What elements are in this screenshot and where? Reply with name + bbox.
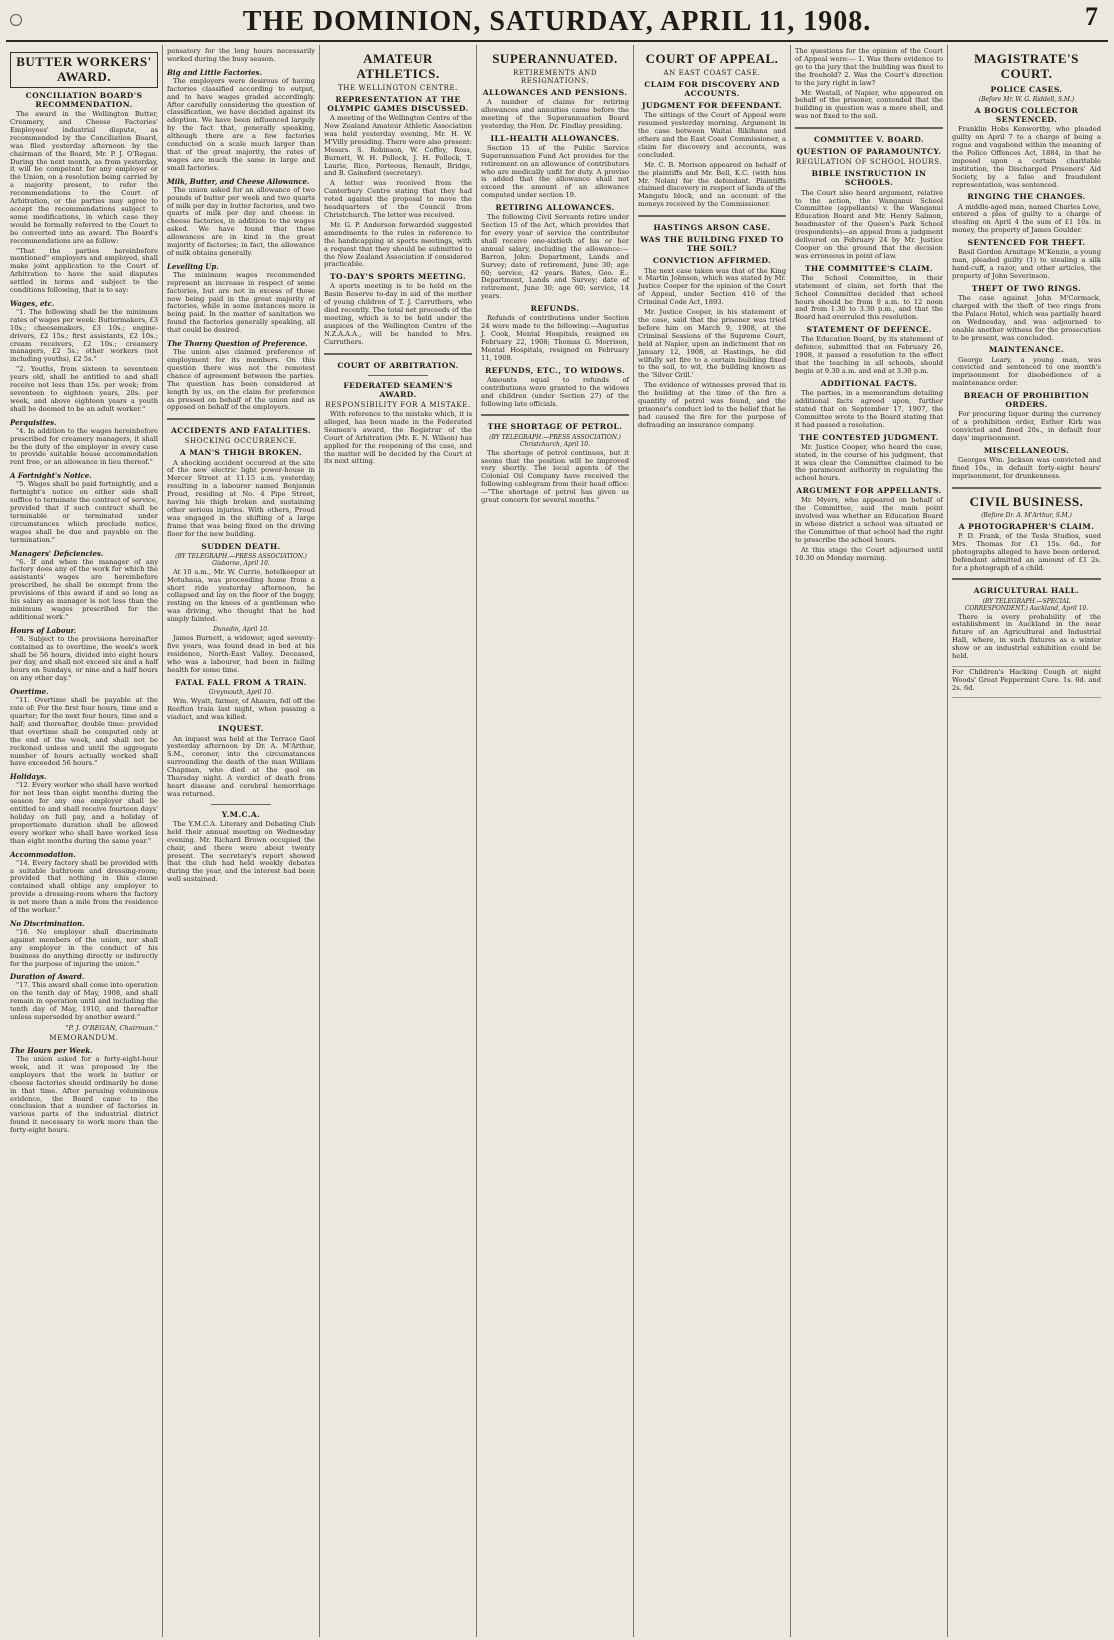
article-text: The Court also heard argument, relative to the action, the Wanganui School Committee (appellants) v. the Wanganui Education Board and Mr. Henry Salmon, headmaster of the Queen's Park School (respondents)—an appeal from a judgment delivered on February 24 by Mr. Justice Cooper on the ground that the decision was erroneous in point of law. <box>795 188 943 260</box>
committee-claim-heading: THE COMMITTEE'S CLAIM. <box>804 263 933 273</box>
committee-heading: COMMITTEE V. BOARD. <box>813 135 925 145</box>
divider <box>368 375 427 376</box>
article-text: Wm. Wyatt, farmer, of Ahaura, fell off the Reefton train last night, when passing a viaduct, and was killed. <box>167 696 315 721</box>
facts-heading: ADDITIONAL FACTS. <box>820 378 918 388</box>
argument-heading: ARGUMENT FOR APPELLANTS. <box>796 486 942 496</box>
article-text: The sittings of the Court of Appeal were resumed yesterday morning. Argument in the case between Waitai Rikihana and others and the East Coast Commissioner, a claim for discovery and accounts, was concluded. <box>638 111 786 159</box>
article-text: The following Civil Servants retire under Section 15 of the Act, which provides that for every year of service the contributor shall receive one-sixtieth of his or her annual salary, including the allowance:—Barron, John: Department, Lands and Survey; date of retirement, June 30; age 60; service, 42 years. Bates, Geo. E.: Department, Lands and Survey; date of retirement, June 30; age 60; service, 14 years. <box>481 213 629 301</box>
olympic-heading: REPRESENTATION AT THE OLYMPIC GAMES DISCUSSED. <box>327 94 469 113</box>
article-text: Mr. Justice Cooper, in his statement of the case, said that the prisoner was tried before him on March 9, 1908, at the Criminal Sessions of the Supreme Court, held at Napier, upon an indictment that on January 12, 1908, at Hastings, he did wilfully set fire to a certain building fixed to the soil, to wit, the building known as the 'Silver Grill.' <box>638 308 786 380</box>
article-text: "12. Every worker who shall have worked for not less than eight months during the season for any one employer shall be entitled to and shall receive fourteen days' holiday on full pay, and a holiday of proportionate duration shall be allowed every worker who shall have worked less than eight months during the same year." <box>10 781 158 845</box>
article-text: pensatory for the long hours necessarily worked during the busy season. <box>167 47 315 63</box>
article-text: The next case taken was that of the King v. Martin Johnson, which was stated by Mr. Justice Cooper for the opinion of the Court of Appeal, under Section 416 of the Criminal Code Act, 1893. <box>638 266 786 307</box>
column-3 <box>320 45 477 1637</box>
superannuated-heading: SUPERANNUATED. <box>492 51 618 66</box>
article-text: "11. Overtime shall be payable at the rate of: For the first four hours, time and a quarter; for the next four hours, time and a half; and thereafter, double time: provided that overtime shall be computed only at the end of the week, and shall not be reckoned unless and until the aggregate number of hours actually worked shall have exceeded 56 hours." <box>10 696 158 768</box>
article-text: Mr. Myers, who appeared on behalf of the Committee, said the main point involved was whether an Education Board in whose district a school was situated or the Committee of that school had the right to prescribe the school hours. <box>795 496 943 544</box>
article-text: The School Committee, in their statement of claim, set forth that the School Committee decided that school hours should be from 9 a.m. to 12 noon and from 1.30 to 3.30 p.m., and that the Board had overruled this resolution. <box>795 273 943 322</box>
contested-heading: THE CONTESTED JUDGMENT. <box>799 432 939 442</box>
article-text: The case against John M'Cormack, charged with the theft of two rings from the Palace Hotel, which was partially heard on Wednesday, and was adjourned to enable another witness for the prosecution to be present, was concluded. <box>952 294 1101 342</box>
theft-heading: SENTENCED FOR THEFT. <box>967 238 1086 248</box>
column-1 <box>6 45 163 1637</box>
thigh-heading: A MAN'S THIGH BROKEN. <box>179 448 303 458</box>
divider <box>324 353 472 355</box>
changes-heading: RINGING THE CHANGES. <box>967 192 1086 202</box>
maintenance-heading: MAINTENANCE. <box>988 345 1065 355</box>
article-text: A middle-aged man, named Charles Love, entered a plea of guilty to a charge of stealing on April 4 the sum of £1 10s. in money, the property of James Goulder. <box>952 202 1101 235</box>
dateline: Greymouth, April 10. <box>208 688 274 696</box>
seamen-subheading: RESPONSIBILITY FOR A MISTAKE. <box>325 401 471 409</box>
column-6 <box>791 45 948 1637</box>
article-text: The parties, in a memorandum detailing additional facts agreed upon, further stated that on September 17, 1907, the Committee wrote to the Board stating that it had passed a resolution. <box>795 389 943 429</box>
bogus-collector-heading: A BOGUS COLLECTOR SENTENCED. <box>974 105 1079 125</box>
advertisement <box>952 666 1101 698</box>
section-title: Milk, Butter, and Cheese Allowance. <box>167 176 310 186</box>
photographer-heading: A PHOTOGRAPHER'S CLAIM. <box>958 521 1095 531</box>
dateline: (BY TELEGRAPH.—PRESS ASSOCIATION.) Christchurch, April 10. <box>489 433 621 448</box>
article-text: "6. If and when the manager of any factory does any of the work for which the assistants' wages are hereinbefore prescribed, he shall be exempt from the provisions of this award if and so long as his salary as manager is not less than the minimum wages prescribed for the additional work." <box>10 557 158 621</box>
section-title: The Hours per Week. <box>10 1046 93 1055</box>
hastings-heading: HASTINGS ARSON CASE. <box>653 223 771 233</box>
section-title: The Thorny Question of Preference. <box>167 339 308 349</box>
article-text: For procuring liquor during the currency of a prohibition order, Esther Kirk was convicted and fined 20s., in default four days' imprisonment. <box>952 410 1101 443</box>
divider <box>167 418 315 420</box>
article-text: The minimum wages recommended represent an increase in respect of some factories, but are not in excess of those now being paid in the great majority of factories, while in some instances more is being paid. In the matter of sanitation we found the factories generally speaking, all that could be desired. <box>167 270 315 335</box>
article-text: Franklin Hobs Kenworthy, who pleaded guilty on April 7 to a charge of being a rogue and vagabond within the meaning of the Police Offences Act, 1884, in that he imposed upon a certain charitable institution, the Discharged Prisoners' Aid Society, by a false and fraudulent representation, was sentenced. <box>952 125 1101 189</box>
police-cases-heading: POLICE CASES. <box>990 84 1063 94</box>
divider <box>211 804 270 805</box>
section-title: Levelling Up. <box>167 261 219 271</box>
article-text: "8. Subject to the provisions hereinafter contained as to overtime, the week's work shall be 56 hours, divided into eight hours per day, and shall not exceed six and a half hours on Sundays, or nine and a half hours on any other day." <box>10 634 158 683</box>
retiring-heading: RETIRING ALLOWANCES. <box>495 203 615 213</box>
magistrates-court-heading: MAGISTRATE'S COURT. <box>974 51 1079 81</box>
regulation-subheading: REGULATION OF SCHOOL HOURS. <box>795 158 943 167</box>
east-coast-subheading: AN EAST COAST CASE. <box>663 68 761 77</box>
widows-heading: REFUNDS, ETC., TO WIDOWS. <box>485 365 625 375</box>
article-text: The evidence of witnesses proved that in the building at the time of the fire a quantity of petrol was found, and the prisoner's conduct led to the belief that he had caused the fire for the purpose of defrauding an insurance company. <box>638 381 786 429</box>
accidents-subheading: SHOCKING OCCURRENCE. <box>184 437 298 446</box>
section-title: Perquisites. <box>10 417 57 427</box>
before-line: (Before Mr. W. G. Riddell, S.M.) <box>978 95 1075 103</box>
before-line: (Before Dr. A. M'Arthur, S.M.) <box>981 511 1072 519</box>
article-text: "That the parties hereinbefore mentioned" employers and employed, shall make joint application to the Court of Arbitration to have the said disputes settled in terms and subject to the conditions following, that is to say: <box>10 246 158 295</box>
article-text: P. D. Frank, of the Tesla Studios, sued Mrs. Thomas for £1 15s. 6d., for photographs alleged to have been ordered. Defendant admitted an amount of £1 2s. for a photograph of a child. <box>952 531 1101 572</box>
article-text: Mr. C. B. Morison appeared on behalf of the plaintiffs and Mr. Bell, K.C. (with him Mr. Nolan) for the defendant. Plaintiffs claimed discovery in respect of lands of the Mangatu block, and an account of the moneys received by the Commissioner. <box>638 160 786 209</box>
petrol-heading: THE SHORTAGE OF PETROL. <box>487 422 623 432</box>
article-text: The shortage of petrol continues, but it seems that the position will be improved very shortly. The local agents of the Colonial Oil Company have received the following cablegram from their head office:—"The shortage of petrol has given us great concern for several months." <box>481 448 629 505</box>
accidents-heading: ACCIDENTS AND FATALITIES. <box>171 426 311 436</box>
article-text: "5. Wages shall be paid fortnightly, and a fortnight's notice on either side shall suffice to terminate the contract of service, provided that if such contract shall be terminable or terminated under circumstances which preclude notice, wages shall be due and payable on the termination." <box>10 480 158 544</box>
masthead-title: THE DOMINION, SATURDAY, APRIL 11, 1908. <box>242 6 872 37</box>
article-text: Georges Wm. Jackson was convicted and fined 10s., in default forty-eight hours' imprisonment, for drunkenness. <box>952 456 1101 480</box>
dateline: (BY TELEGRAPH.—SPECIAL CORRESPONDENT.) Auckland, April 10. <box>964 597 1089 612</box>
divider <box>638 215 786 217</box>
article-text: The union asked for an allowance of two pounds of butter per week and two quarts of milk per day in butter factories, and two quarts of milk per day and cheese in cheese factories, in addition to the wages asked. We have found that these allowances are in kind in the great majority of factories; in fact, the allowance of milk obtains generally. <box>167 185 315 257</box>
section-title: Accommodation. <box>10 849 76 859</box>
page-number: 7 <box>1085 2 1098 31</box>
article-text: The award in the Wellington Butter, Creamery, and Cheese Factories' Employees' industrial dispute, as recommended by the Conciliation Board, was filed yesterday afternoon by the chairman of the Board, Mr. P. J. O'Regan. During the next month, as from yesterday, it will be competent for any employer or the Union, on a resolution being carried by a majority present, to refer the recommendations to the Court of Arbitration, or the parties may agree to accept the recommendations subject to some modifications, in which case they would be formally referred to the Court to be converted into an award. The Board's recommendations are as follow: <box>10 110 158 245</box>
section-title: Duration of Award. <box>10 972 85 982</box>
columns <box>6 45 1108 1637</box>
allowances-heading: ALLOWANCES AND PENSIONS. <box>482 87 628 97</box>
article-text: A meeting of the Wellington Centre of the New Zealand Amateur Athletic Association was held yesterday evening, Mr. H. W. M'Villy presiding. There were also present: Messrs. S. Robinson, W. Coffey, Ross, Burnett, W. H. Pollock, J. H. Pollock, T. Laurie, Rice, Porteous, Renault, Bridge, and B. Gainsford (secretary). <box>324 114 472 178</box>
article-text: A sports meeting is to be held on the Basin Reserve to-day in aid of the mother of young children of T. J. Carruthers, who died recently. The total net proceeds of the meeting, which is to be held under the auspices of the Wellington Centre of the N.Z.A.A.A., will be handed to Mrs. Carruthers. <box>324 282 472 346</box>
superannuated-subheading: RETIREMENTS AND RESIGNATIONS. <box>512 68 598 85</box>
section-title: Hours of Labour. <box>10 625 77 635</box>
article-text: At 10 a.m., Mr. W. Currie, hotelkeeper at Motuhaua, was proceeding home from a short ride yesterday afternoon, he collapsed and lay on the floor of the buggy, resting on the knees of a gentleman who was driving, who thought that he had simply fainted. <box>167 567 315 624</box>
divider <box>481 414 629 416</box>
ill-health-heading: ILL-HEALTH ALLOWANCES. <box>490 133 620 143</box>
article-text: A shocking accident occurred at the site of the new electric light power-house in Mercer Street at 11.15 a.m. yesterday, resulting in a labourer named Benjamin Proud, residing at No. 4 Pipe Street, having his thigh broken and sustaining other serious injuries. With others, Proud was engaged in the shifting of a large frame that was being fixed on the driving floor for the new building. <box>167 458 315 538</box>
divider <box>795 127 943 129</box>
sports-meeting-heading: TO-DAY'S SPORTS MEETING. <box>329 272 467 282</box>
article-text: "4. In addition to the wages hereinbefore prescribed for creamery managers, it shall be the duty of the employer in every case to provide suitable house accommodation rent free, or an allowance in lieu thereof." <box>10 426 158 467</box>
article-text: "17. This award shall come into operation on the tenth day of May, 1908, and shall remain in operation until and including the tenth day of May, 1910, and thereafter unless superseded by another award." <box>10 981 158 1022</box>
defence-heading: STATEMENT OF DEFENCE. <box>806 325 932 335</box>
arbitration-heading: COURT OF ARBITRATION. <box>337 360 459 370</box>
masthead <box>6 0 1108 42</box>
advertisement-text: For Children's Hacking Cough at night Woods' Great Peppermint Cure. 1s. 6d. and 2s. 6d. <box>952 668 1101 692</box>
section-title: Managers' Deficiencies. <box>10 548 104 558</box>
train-heading: FATAL FALL FROM A TRAIN. <box>175 677 307 687</box>
article-text: Section 15 of the Public Service Superannuation Fund Act provides for the retirement on an allowance of contributors who are medically unfit for duty. A proviso is added that the allowance shall not exceed the amount of an allowance computed under section 19. <box>481 143 629 200</box>
article-text: An inquest was held at the Terrace Gaol yesterday afternoon by Dr. A. M'Arthur, S.M., coroner, into the circumstances surrounding the death of the man William Chapman, who died at the gaol on Thursday night. A verdict of death from heart disease and cerebral hemorrhage was returned. <box>167 734 315 798</box>
bible-heading: BIBLE INSTRUCTION IN SCHOOLS. <box>811 169 927 188</box>
signature: "P. J. O'REGAN, Chairman." <box>65 1024 158 1032</box>
divider <box>952 578 1101 580</box>
column-4 <box>477 45 634 1637</box>
article-text: Mr. Westall, of Napier, who appeared on behalf of the prisoner, contended that the building in question was a mere shell, and was not fixed to the soil. <box>795 88 943 121</box>
memorandum-heading: MEMORANDUM. <box>49 1034 119 1042</box>
section-title: No Discrimination. <box>10 918 85 928</box>
article-text: The Education Board, by its statement of defence, submitted that on February 26, 1908, it passed a resolution to the effect that the teaching in all schools, should begin at 9.30 a.m. and end at 3.30 p.m. <box>795 335 943 376</box>
article-text: "2. Youths, from sixteen to seventeen years old, shall be entitled to and shall receive not less than 15s. per week; from seventeen to eighteen years, 20s. per week, and above eighteen years a youth shall be deemed to be an adult worker." <box>10 365 158 413</box>
article-text: The Y.M.C.A. Literary and Debating Club held their annual meeting on Wednesday evening. Mr. Richard Brown occupied the chair, and there were about twenty present. The secretary's report showed that the club had held weekly debates during the year, and the interest had been well sustained. <box>167 819 315 884</box>
column-2 <box>163 45 320 1637</box>
article-text: A letter was received from the Canterbury Centre stating that they had voted against the proposal to move the headquarters of the Council from Christchurch. The letter was received. <box>324 179 472 219</box>
article-text: "16. No employer shall discriminate against members of the union, nor shall any employer in the conduct of his business do anything directly or indirectly for the purpose of injuring the union." <box>10 927 158 968</box>
conviction-heading: CONVICTION AFFIRMED. <box>652 256 772 266</box>
rings-heading: THEFT OF TWO RINGS. <box>971 283 1082 293</box>
article-text: Mr. G. P. Anderson forwarded suggested amendments to the rules in reference to the handicapping at sports meetings, with a request that they should be submitted to the New Zealand Association if considered practicable. <box>324 220 472 269</box>
paramountcy-heading: QUESTION OF PARAMOUNTCY. <box>796 147 942 157</box>
civil-business-heading: CIVIL BUSINESS. <box>969 493 1084 509</box>
article-text: Amounts equal to refunds of contributions were granted to the widows and children (under Section 27) of the following late officials. <box>481 375 629 408</box>
article-text: The union asked for a forty-eight-hour week, and it was proposed by the employers that the work in butter or cheese factories should ordinarily be done in that time. After perusing voluminous evidence, the Board came to the conclusion that a number of factories in various parts of the industrial district found it necessary to work more than the forty-eight hours. <box>10 1055 158 1135</box>
sudden-death-heading: SUDDEN DEATH. <box>201 541 281 551</box>
conciliation-subheading: CONCILIATION BOARD'S RECOMMENDATION. <box>25 90 143 109</box>
athletics-subheading: THE WELLINGTON CENTRE. <box>337 83 458 92</box>
article-text: James Burnett, a widower, aged seventy-five years, was found dead in bed at his residence, North-East Valley. Deceased, who was a labourer, had been in failing health for some time. <box>167 634 315 674</box>
article-text: At this stage the Court adjourned until 10.30 on Monday morning. <box>795 545 943 562</box>
dateline: Dunedin, April 10. <box>213 626 269 634</box>
divider <box>952 487 1101 489</box>
claim-heading: CLAIM FOR DISCOVERY AND ACCOUNTS. <box>644 79 780 99</box>
judgment-heading: JUDGMENT FOR DEFENDANT. <box>641 101 783 111</box>
column-7 <box>948 45 1105 1637</box>
column-5 <box>634 45 791 1637</box>
article-text: The employers were desirous of having factories classified according to output, and to have wages graded accordingly. After carefully considering the question of classification, we have decided against its adoption. We have been influenced largely by the fact that, generally speaking, although there are a few factories conducted on a scale much larger than that of the great majority, the rates of wages are much the same in large and small factories. <box>167 76 315 172</box>
section-title: Wages, etc. <box>10 298 55 308</box>
refunds-heading: REFUNDS. <box>530 304 580 314</box>
agricultural-hall-heading: AGRICULTURAL HALL. <box>973 586 1080 596</box>
seamen-heading: FEDERATED SEAMEN'S AWARD. <box>343 380 453 399</box>
section-title: Big and Little Factories. <box>167 67 262 77</box>
court-of-appeal-heading: COURT OF APPEAL. <box>645 51 779 66</box>
article-text: "14. Every factory shall be provided with a suitable bathroom and dressing-room; provided that nothing in this clause contained shall oblige any employer to provide a dressing-room where the factory is not more than a mile from the residence of the worker." <box>10 858 158 915</box>
article-text: "1. The following shall be the minimum rates of wages per week: Buttermakers, £3 10s.; cheesemakers, £3 10s.; engine-drivers, £2 15s.; first assistants, £2 10s.; cream receivers, £2 10s.; creamery managers, £2 5s.; other workers (not including youths), £2 5s." <box>10 307 158 364</box>
athletics-heading: AMATEUR ATHLETICS. <box>356 51 440 81</box>
article-text: The union also claimed preference of employment for its members. On this question there was not the remotest chance of agreement between the parties. The question has been considered at length by us, on the claim for preference as pressed on behalf of the union and as opposed on behalf of the employers. <box>167 348 315 412</box>
section-title: Holidays. <box>10 772 47 782</box>
dateline: (BY TELEGRAPH.—PRESS ASSOCIATION.) Gisborne, April 10. <box>175 552 307 567</box>
section-title: A Fortnight's Notice. <box>10 471 92 481</box>
article-text: There is every probability of the establishment in Auckland in the near future of an Agricultural and Industrial Hall, where, in such fixtures as a winter show or an industrial exhibition could be held. <box>952 612 1101 661</box>
section-title: Overtime. <box>10 687 49 697</box>
article-text: George Leary, a young man, was convicted and sentenced to one month's imprisonment for disobedience of a maintenance order. <box>952 355 1101 388</box>
breach-heading: BREACH OF PROHIBITION ORDERS. <box>963 391 1090 410</box>
ymca-heading: Y.M.C.A. <box>221 809 261 819</box>
article-text: Refunds of contributions under Section 24 were made to the following:—Augustus J. Cook, Mental Hospitals, resigned on February 22, 1908; Thomas G. Morrison, Mental Hospitals, resigned on February 11, 1908. <box>481 314 629 362</box>
inquest-heading: INQUEST. <box>218 724 264 734</box>
article-text: With reference to the mistake which, it is alleged, has been made in the Federated Seamen's award, the Registrar of the Court of Arbitration (Mr. E. N. Wilson) has applied for the reopening of the case, and the matter will be decided by the Court at its next sitting. <box>324 410 472 466</box>
article-text: A number of claims for retiring allowances and annuities came before the meeting of the Superannuation Board yesterday, the Hon. Dr. Findlay presiding. <box>481 98 629 130</box>
building-fixed-heading: WAS THE BUILDING FIXED TO THE SOIL? <box>640 235 784 254</box>
butter-workers-heading: BUTTER WORKERS' AWARD. <box>10 52 158 88</box>
miscellaneous-heading: MISCELLANEOUS. <box>983 446 1070 456</box>
article-text: Basil Gordon Armitage M'Kenzie, a young man, pleaded guilty (1) to stealing a silk hand-cuff, a razor, and other articles, the property of John Severinson. <box>952 248 1101 281</box>
article-text: The questions for the opinion of the Court of Appeal were:— 1. Was there evidence to go to the jury that the building was fixed to the freehold? 2. Was the Court's direction to the jury right in law? <box>795 47 943 87</box>
article-text: Mr. Justice Cooper, who heard the case, stated, in the course of his judgment, that it was clear the Committee claimed to be the paramount authority in regulating the school hours. <box>795 442 943 483</box>
